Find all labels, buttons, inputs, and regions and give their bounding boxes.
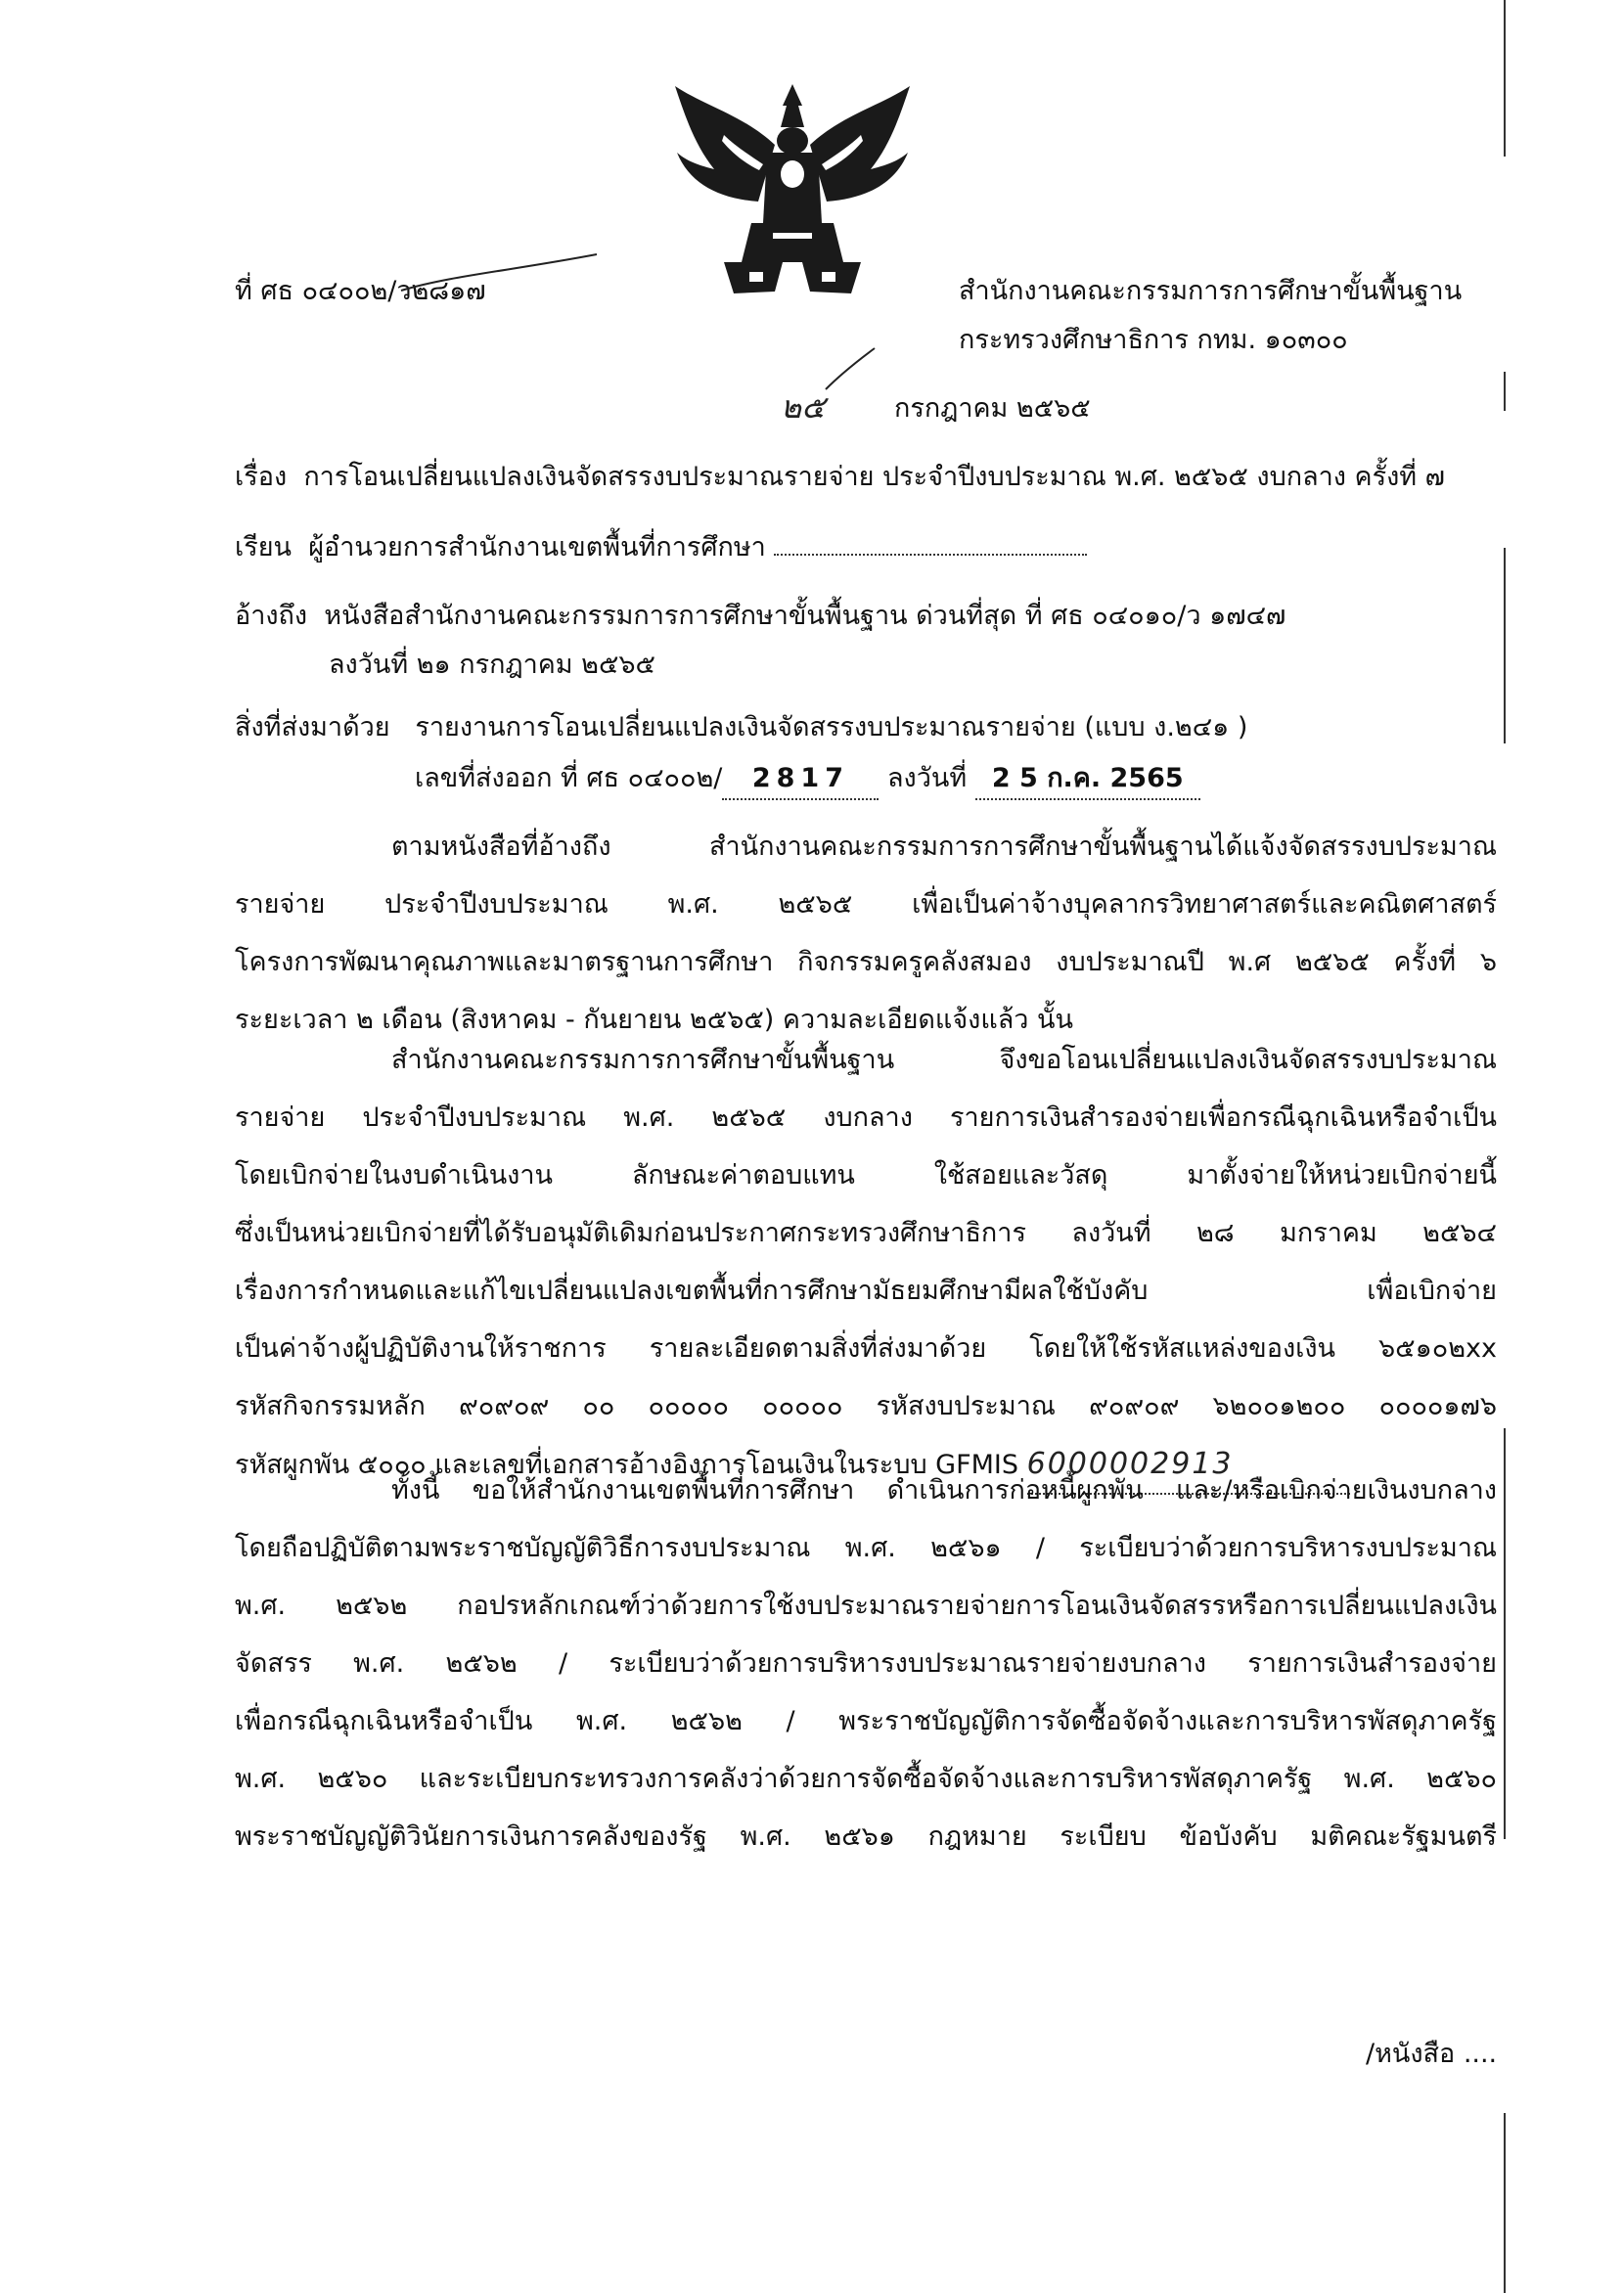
reference-text: หนังสือสำนักงานคณะกรรมการการศึกษาขั้นพื้นฐาน ด่วนที่สุด ที่ ศธ ๐๔๐๑๐/ว ๑๗๔๗ [324,601,1286,631]
outgoing-prefix: เลขที่ส่งออก ที่ ศธ ๐๔๐๐๒/ [415,763,723,793]
addressee-line [235,528,1087,567]
paragraph-line: ซึ่งเป็นหน่วยเบิกจ่ายที่ได้รับอนุมัติเดิมก่อนประกาศกระทรวงศึกษาธิการ ลงวันที่ ๒๘ มกราคม ๒๕๖๔ [235,1218,1497,1248]
garuda-emblem [665,76,920,311]
paragraph-line: พ.ศ. ๒๕๖๐ และระเบียบกระทรวงการคลังว่าด้วยการจัดซื้อจัดจ้างและการบริหารพัสดุภาครัฐ พ.ศ. ๒๕๖๐ [235,1764,1497,1794]
gfmis-prefix: รหัสผูกพัน ๕๐๐๐ และเลขที่เอกสารอ้างอิงการโอนเงินในระบบ GFMIS [235,1450,1019,1480]
reference-number: ที่ ศธ ๐๔๐๐๒/ว๒๘๑๗ [235,276,486,306]
reference-line [235,597,1286,636]
paragraph-line: เพื่อกรณีฉุกเฉินหรือจำเป็น พ.ศ. ๒๕๖๒ / พระราชบัญญัติการจัดซื้อจัดจ้างและการบริหารพัสดุภาครัฐ [235,1706,1497,1736]
outgoing-number-line [415,759,1200,800]
to-text: ผู้อำนวยการสำนักงานเขตพื้นที่การศึกษา [308,532,766,562]
enclosure-label: สิ่งที่ส่งมาด้วย [235,712,390,742]
date-month-year: กรกฎาคม ๒๕๖๕ [894,393,1091,424]
paragraph-line: รายจ่าย ประจำปีงบประมาณ พ.ศ. ๒๕๖๕ งบกลาง รายการเงินสำรองจ่ายเพื่อกรณีฉุกเฉินหรือจำเป็น [235,1102,1497,1133]
paragraph-line: สำนักงานคณะกรรมการการศึกษาขั้นพื้นฐาน จึงขอโอนเปลี่ยนแปลงเงินจัดสรรงบประมาณ [391,1045,1497,1075]
paragraph-line: เรื่องการกำหนดและแก้ไขเปลี่ยนแปลงเขตพื้นที่การศึกษามัธยมศึกษามีผลใช้บังคับ เพื่อเบิกจ่าย [235,1276,1497,1306]
paragraph-line: โครงการพัฒนาคุณภาพและมาตรฐานการศึกษา กิจกรรมครูคลังสมอง งบประมาณปี พ.ศ ๒๕๖๕ ครั้งที่ ๖ [235,947,1497,977]
enclosure-line [235,708,1247,747]
subject-line [235,458,1445,497]
paragraph-line: ตามหนังสือที่อ้างถึง สำนักงานคณะกรรมการการศึกษาขั้นพื้นฐานได้แจ้งจัดสรรงบประมาณ [391,832,1497,862]
paragraph-line: ทั้งนี้ ขอให้สำนักงานเขตพื้นที่การศึกษา ดำเนินการก่อหนี้ผูกพัน และ/หรือเบิกจ่ายเงินงบกลาง [391,1475,1497,1506]
reference-label: อ้างถึง [235,601,308,631]
paragraph-line: จัดสรร พ.ศ. ๒๕๖๒ / ระเบียบว่าด้วยการบริหารงบประมาณรายจ่ายงบกลาง รายการเงินสำรองจ่าย [235,1648,1497,1679]
subject-label: เรื่อง [235,462,288,492]
outgoing-date-label: ลงวันที่ [887,763,968,793]
date-day-handwritten: ๒๕ [781,388,826,426]
reference-date: ลงวันที่ ๒๑ กรกฎาคม ๒๕๖๕ [329,650,655,680]
paragraph-2 [235,1031,1497,1495]
continuation-marker: /หนังสือ .... [1366,2039,1498,2069]
paragraph-line: โดยถือปฏิบัติตามพระราชบัญญัติวิธีการงบประมาณ พ.ศ. ๒๕๖๑ / ระเบียบว่าด้วยการบริหารงบประมาณ [235,1533,1497,1563]
scan-edge-line [1504,372,1506,411]
office-address: กระทรวงศึกษาธิการ กทม. ๑๐๓๐๐ [959,325,1348,355]
enclosure-text: รายงานการโอนเปลี่ยนแปลงเงินจัดสรรงบประมาณรายจ่าย (แบบ ง.๒๔๑ ) [415,712,1248,742]
paragraph-line: ระยะเวลา ๒ เดือน (สิงหาคม - กันยายน ๒๕๖๕) ความละเอียดแจ้งแล้ว นั้น [235,1005,1073,1035]
outgoing-number: 2817 [722,759,879,800]
office-name: สำนักงานคณะกรรมการการศึกษาขั้นพื้นฐาน [959,276,1463,306]
paragraph-line: เป็นค่าจ้างผู้ปฏิบัติงานให้ราชการ รายละเอียดตามสิ่งที่ส่งมาด้วย โดยให้ใช้รหัสแหล่งของเงิน ๖๕๑๐๒xx [235,1333,1497,1364]
scan-edge-line [1504,1428,1506,1839]
handwritten-date-stroke [822,344,880,393]
paragraph-line: รายจ่าย ประจำปีงบประมาณ พ.ศ. ๒๕๖๕ เพื่อเป็นค่าจ้างบุคลากรวิทยาศาสตร์และคณิตศาสตร์ [235,889,1497,920]
handwritten-ref-stroke [391,247,607,305]
scan-edge-line [1504,2113,1506,2293]
paragraph-line: รหัสกิจกรรมหลัก ๙๐๙๐๙ ๐๐ ๐๐๐๐๐ ๐๐๐๐๐ รหัสงบประมาณ ๙๐๙๐๙ ๖๒๐๐๑๒๐๐ ๐๐๐๐๑๗๖ [235,1391,1497,1421]
gfmis-number: 6000002913 [1027,1435,1350,1495]
subject-text: การโอนเปลี่ยนแปลงเงินจัดสรรงบประมาณรายจ่าย ประจำปีงบประมาณ พ.ศ. ๒๕๖๕ งบกลาง ครั้งที่ ๗ [303,462,1445,492]
paragraph-line: พระราชบัญญัติวินัยการเงินการคลังของรัฐ พ.ศ. ๒๕๖๑ กฎหมาย ระเบียบ ข้อบังคับ มติคณะรัฐมนตรี [235,1821,1497,1852]
paragraph-3 [235,1461,1497,1866]
addressee-blank [774,534,1087,556]
paragraph-line: โดยเบิกจ่ายในงบดำเนินงาน ลักษณะค่าตอบแทน ใช้สอยและวัสดุ มาตั้งจ่ายให้หน่วยเบิกจ่ายนี้ [235,1160,1497,1191]
paragraph-line: พ.ศ. ๒๕๖๒ กอปรหลักเกณฑ์ว่าด้วยการใช้งบประมาณรายจ่ายการโอนเงินจัดสรรหรือการเปลี่ยนแปลงเงิน [235,1591,1497,1621]
outgoing-date: 2 5 ก.ค. 2565 [975,759,1200,800]
scan-edge-line [1504,548,1506,743]
paragraph-1 [235,818,1497,1049]
to-label: เรียน [235,532,293,562]
scan-edge-line [1504,0,1506,157]
